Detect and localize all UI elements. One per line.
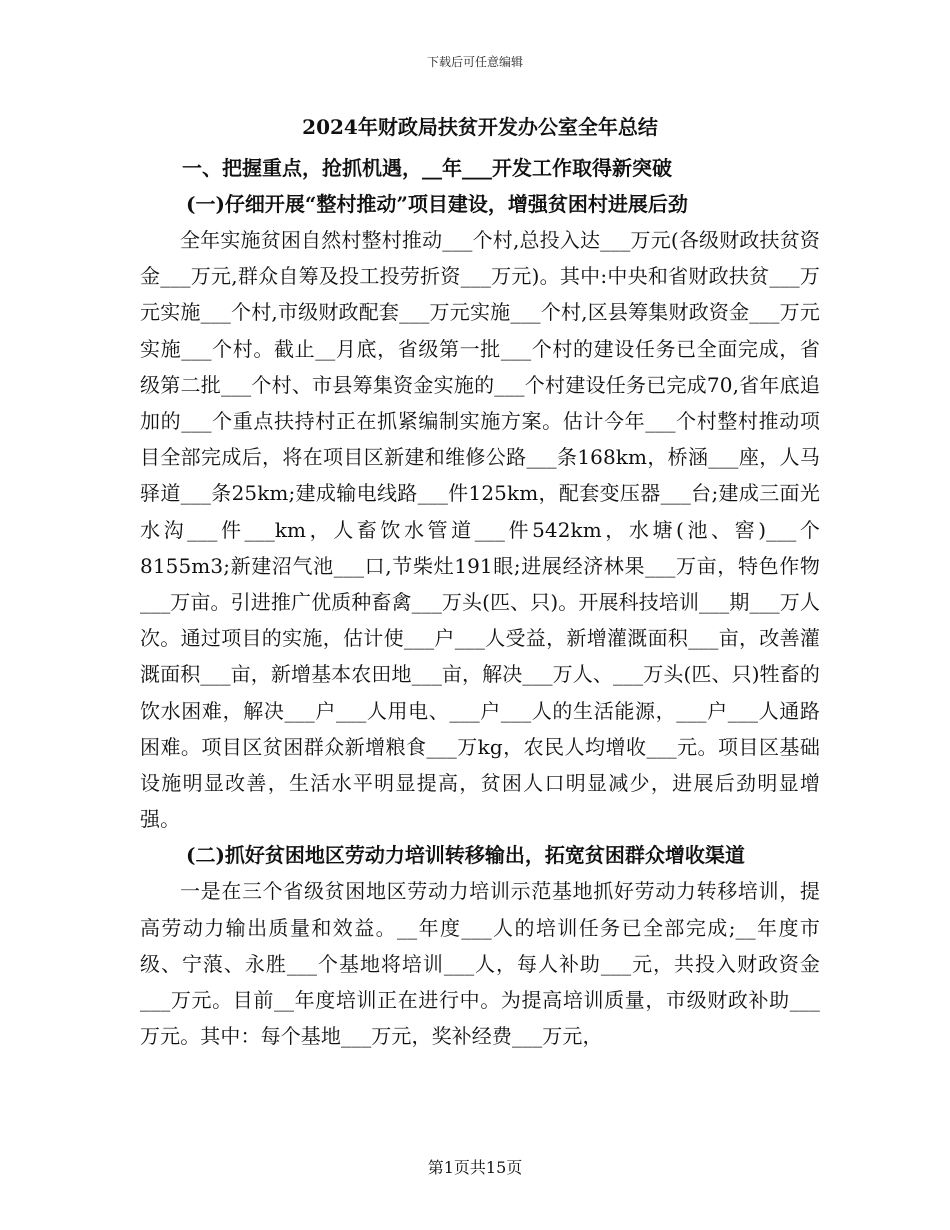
section-heading-1: 一、把握重点，抢抓机遇，__年___开发工作取得新突破 <box>182 156 672 180</box>
document-content <box>140 112 820 1054</box>
page-number: 第1页共15页 <box>427 1158 523 1177</box>
header-note: 下载后可任意编辑 <box>426 55 523 69</box>
sub-heading-2: (二)抓好贫困地区劳动力培训转移输出，拓宽贫困群众增收渠道 <box>186 843 745 868</box>
paragraph-2: 一是在三个省级贫困地区劳动力培训示范基地抓好劳动力转移培训，提高劳动力输出质量和效益。__年度___人的培训任务已全部完成;__年度市级、宁蒗、永胜___个基地将培训___人，每人补助___元，共投入财政资金___万元。目前__年度培训正在进行中。为提高培训质量，市级财政补助___万元。其中：每个基地___万元，奖补经费___万元， <box>140 879 820 1049</box>
sub-heading-1: (一)仔细开展“整村推动”项目建设，增强贫困村进展后劲 <box>186 192 688 216</box>
paragraph-1: 全年实施贫困自然村整村推动___个村,总投入达___万元(各级财政扶贫资金___万元,群众自筹及投工投劳折资___万元)。其中:中央和省财政扶贫___万元实施___个村,市级财政配套___万元实施___个村,区县筹集财政资金___万元实施___个村。截止__月底，省级第一批___个村的建设任务已全面完成，省级第二批___个村、市县筹集资金实施的___个村建设任务已完成70,省年底追加的___个重点扶持村正在抓紧编制实施方案。估计今年___个村整村推动项目全部完成后，将在项目区新建和维修公路___条168km，桥涵___座，人马驿道___条25km;建成输电线路___件125km，配套变压器___台;建成三面光水沟___件___km，人畜饮水管道___件542km，水塘(池、窖)___个8155m3;新建沼气池___口,节柴灶191眼;进展经济林果___万亩，特色作物___万亩。引进推广优质种畜禽___万头(匹、只)。开展科技培训___期___万人次。通过项目的实施，估计使___户___人受益，新增灌溉面积___亩，改善灌溉面积___亩，新增基本农田地___亩，解决___万人、___万头(匹、只)牲畜的饮水困难，解决___户___人用电、___户___人的生活能源，___户___人通路困难。项目区贫困群众新增粮食___万kg，农民人均增收___元。项目区基础设施明显改善，生活水平明显提高，贫困人口明显减少，进展后劲明显增强。 <box>140 228 820 832</box>
document-title: 2024年财政局扶贫开发办公室全年总结 <box>302 115 658 139</box>
